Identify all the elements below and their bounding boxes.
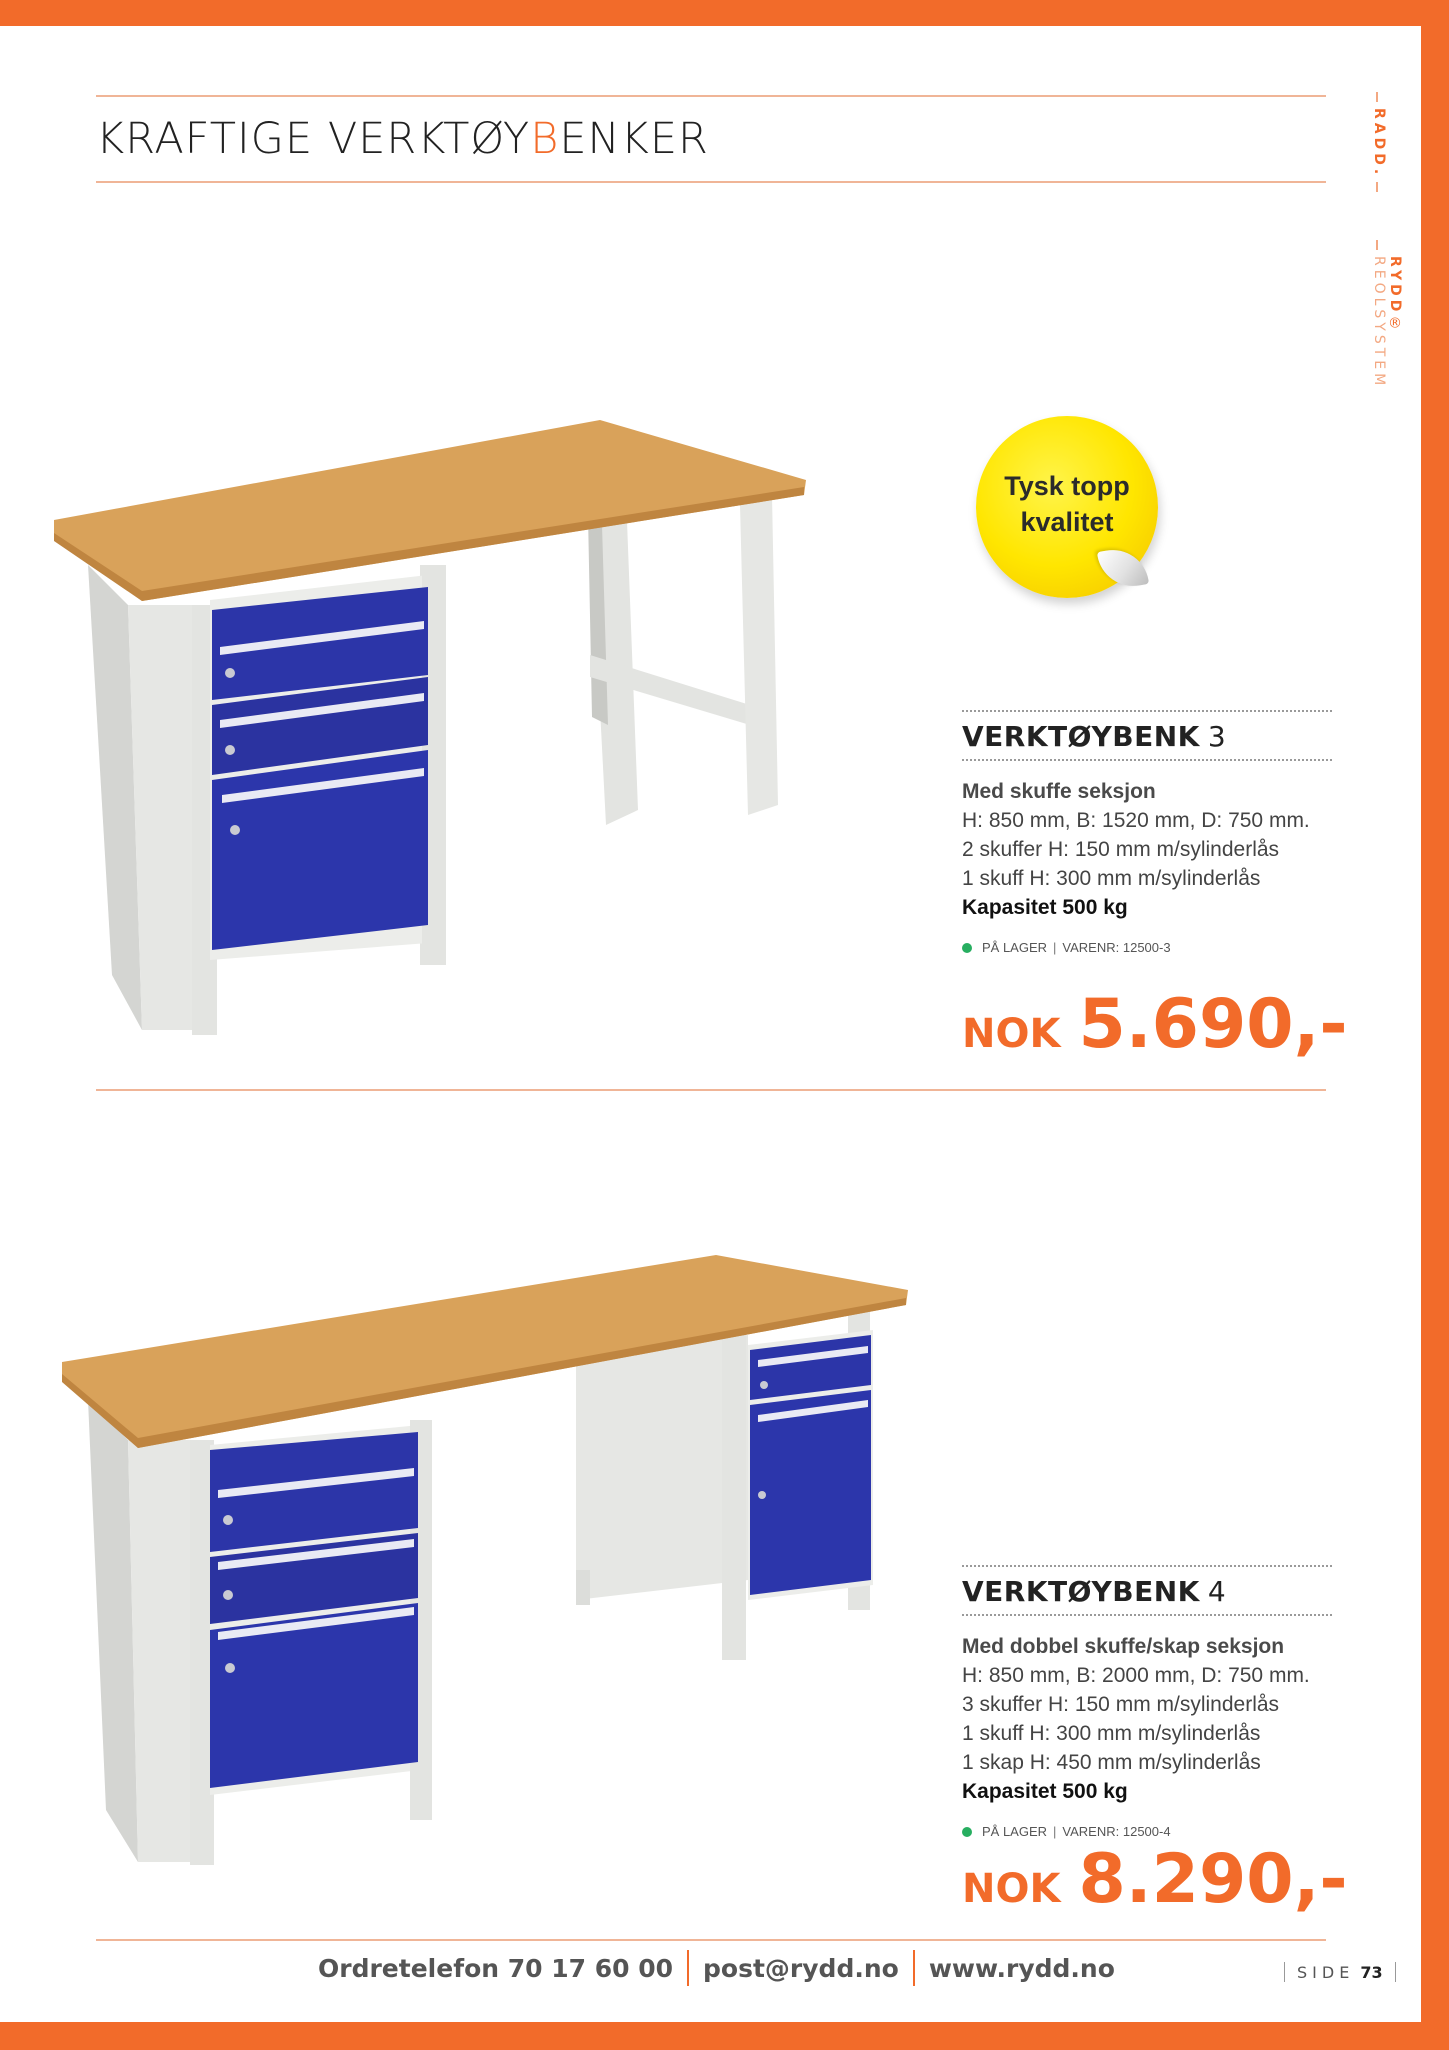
bench-right-rear-leg [740,495,778,815]
bench-lock-icon [223,1515,233,1525]
product-price-1 [962,985,1348,1064]
footer-rule [96,1939,1326,1941]
frame-bottom-border [0,2022,1449,2050]
product-price-2 [962,1840,1348,1919]
footer-email-link[interactable]: post@rydd.no [703,1953,899,1983]
bench-right-cabinet-foot [576,1570,590,1605]
bench-lock-icon [230,825,240,835]
footer-divider [687,1950,689,1986]
product-details [962,1632,1332,1806]
side-brand-mark: ® [1387,315,1403,336]
page-title-prefix: KRAFTIGE VERKTØY [96,114,531,164]
product-name [962,720,1332,753]
bench-lock-icon [225,668,235,678]
product-detail-line: 1 skuff H: 300 mm m/sylinderlås [962,1722,1261,1745]
side-brand-bottom [1371,256,1403,462]
product-subtitle: Med skuffe seksjon [962,780,1156,803]
section-divider [96,1089,1326,1091]
footer-divider [913,1950,915,1986]
product-number: 4 [1207,1575,1227,1608]
footer-phone[interactable]: Ordretelefon 70 17 60 00 [318,1953,674,1983]
side-brand-tick [1376,92,1378,102]
page-number-bar [1284,1962,1285,1982]
bench-lock-icon [225,745,235,755]
product-detail-line: 2 skuffer H: 150 mm m/sylinderlås [962,838,1280,861]
product-dimensions: H: 850 mm, B: 2000 mm, D: 750 mm. [962,1664,1310,1687]
frame-right-border [1421,0,1449,2050]
workbench-single-drawer-image [50,415,810,1045]
page-title [96,114,709,164]
bench-lock-icon [760,1381,768,1389]
price-amount: 5.690,- [1078,985,1348,1064]
spec-dotted-rule [962,1614,1332,1616]
side-brand-rydd: RYDD [1387,256,1403,316]
product-spec-2 [962,1565,1332,1839]
bench-right-door [750,1390,871,1595]
product-capacity: Kapasitet 500 kg [962,1780,1128,1803]
side-brand-reolsystem: REOLSYSTEM [1371,256,1387,390]
page-number-bar [1395,1962,1396,1982]
page-title-suffix: ENKER [559,114,709,164]
stock-label: PÅ LAGER [982,1824,1048,1839]
spec-dotted-rule [962,710,1332,712]
quality-badge-text: Tysk topp kvalitet [1004,471,1130,537]
product-details [962,777,1332,922]
product-sku: VARENR: 12500-3 [1062,940,1171,955]
footer-contact [318,1950,1115,1986]
product-detail-line: 1 skuff H: 300 mm m/sylinderlås [962,867,1261,890]
stock-status [962,1824,1332,1839]
page-title-accent: B [530,114,560,164]
product-dimensions: H: 850 mm, B: 1520 mm, D: 750 mm. [962,809,1310,832]
bench-lock-icon [223,1590,233,1600]
side-brand [1371,92,1403,462]
in-stock-dot-icon [962,943,972,953]
frame-top-border [0,0,1449,26]
price-amount: 8.290,- [1078,1840,1348,1919]
stock-separator: | [1053,1824,1057,1839]
spec-dotted-rule [962,759,1332,761]
product-name-text: VERKTØYBENK [962,720,1200,753]
bench-drawer-3 [212,750,428,950]
page-number [1272,1962,1408,1982]
product-capacity: Kapasitet 500 kg [962,896,1128,919]
product-sku: VARENR: 12500-4 [1062,1824,1171,1839]
product-subtitle: Med dobbel skuffe/skap seksjon [962,1635,1285,1658]
bench-lock-icon [225,1663,235,1673]
badge-curl-icon [1097,544,1149,591]
page-number-value: 73 [1360,1962,1383,1982]
product-name-text: VERKTØYBENK [962,1575,1200,1608]
bench-right-front-leg [722,1330,746,1660]
header-rule-bottom [96,181,1326,183]
stock-label: PÅ LAGER [982,940,1048,955]
footer-web-link[interactable]: www.rydd.no [928,1953,1115,1983]
in-stock-dot-icon [962,1827,972,1837]
product-number: 3 [1207,720,1227,753]
product-detail-line: 3 skuffer H: 150 mm m/sylinderlås [962,1693,1280,1716]
product-spec-1 [962,710,1332,955]
page-label: SIDE [1297,1962,1355,1982]
bench-lock-icon [758,1491,766,1499]
side-brand-tick [1376,240,1378,250]
workbench-double-cabinet-image [58,1250,920,1880]
product-name [962,1575,1332,1608]
quality-badge [976,416,1158,598]
product-detail-line: 1 skap H: 450 mm m/sylinderlås [962,1751,1261,1774]
side-brand-top: RADD. [1371,108,1387,179]
price-currency: NOK [962,1866,1061,1912]
price-currency: NOK [962,1011,1061,1057]
spec-dotted-rule [962,1565,1332,1567]
header-rule-top [96,95,1326,97]
side-brand-tick [1376,182,1378,192]
stock-separator: | [1053,940,1057,955]
stock-status [962,940,1332,955]
